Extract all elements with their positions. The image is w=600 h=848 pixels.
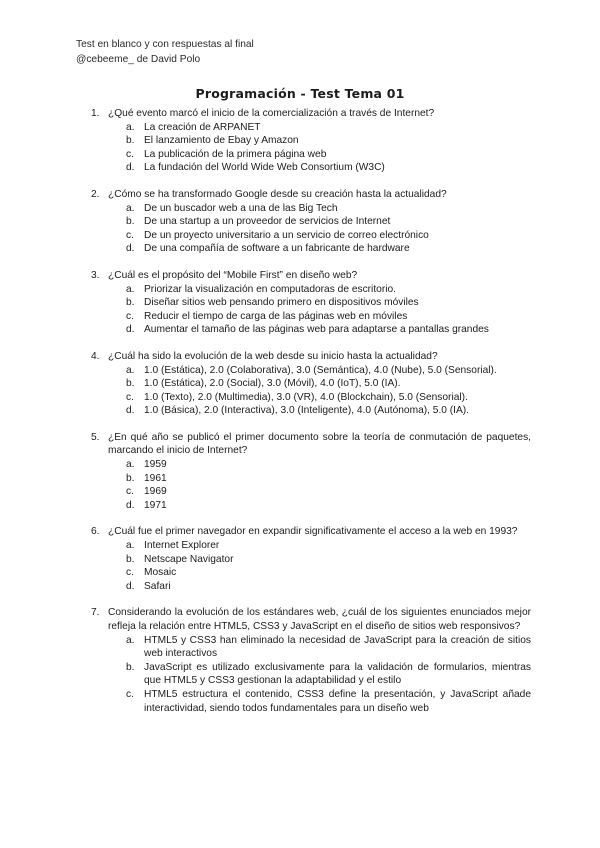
- question-row: [91, 269, 531, 283]
- option-text: 1.0 (Estática), 2.0 (Social), 3.0 (Móvil), 4.0 (IoT), 5.0 (IA).: [144, 378, 401, 390]
- question-row: [91, 350, 531, 364]
- question-number: 4.: [91, 350, 100, 362]
- option-text: Safari: [144, 580, 171, 592]
- option-list: [126, 539, 531, 593]
- document-header: [76, 37, 254, 67]
- header-line-2: @cebeeme_ de David Polo: [76, 54, 201, 65]
- answer-option: [126, 121, 531, 135]
- option-text: 1959: [144, 459, 167, 471]
- answer-option: [126, 499, 531, 513]
- option-text: Internet Explorer: [144, 540, 220, 552]
- answer-option: [126, 323, 531, 337]
- question-row: [91, 431, 531, 458]
- option-letter: a.: [126, 121, 135, 133]
- option-text: Netscape Navigator: [144, 553, 234, 565]
- option-text: 1.0 (Texto), 2.0 (Multimedia), 3.0 (VR), 4.0 (Blockchain), 5.0 (Sensorial).: [144, 391, 468, 403]
- answer-option: [126, 242, 531, 256]
- option-text: De un buscador web a una de las Big Tech: [144, 202, 338, 214]
- page-title: Programación - Test Tema 01: [195, 86, 405, 101]
- answer-option: [126, 148, 531, 162]
- answer-option: [126, 161, 531, 175]
- answer-option: [126, 553, 531, 567]
- option-letter: d.: [126, 324, 135, 336]
- answer-option: [126, 215, 531, 229]
- option-letter: b.: [126, 135, 135, 147]
- option-letter: a.: [126, 364, 135, 376]
- option-text: La creación de ARPANET: [144, 121, 261, 133]
- question-row: [91, 188, 531, 202]
- question-item: [91, 525, 531, 593]
- option-letter: d.: [126, 405, 135, 417]
- option-list: [126, 458, 531, 512]
- option-text: 1.0 (Básica), 2.0 (Interactiva), 3.0 (Inteligente), 4.0 (Autónoma), 5.0 (IA).: [144, 405, 470, 417]
- option-letter: d.: [126, 580, 135, 592]
- option-letter: b.: [126, 378, 135, 390]
- question-number: 3.: [91, 269, 100, 281]
- question-item: [91, 107, 531, 175]
- header-line-1: Test en blanco y con respuestas al final: [76, 39, 254, 50]
- question-number: 2.: [91, 188, 100, 200]
- option-letter: b.: [126, 472, 135, 484]
- option-letter: c.: [126, 310, 134, 322]
- option-text: HTML5 estructura el contenido, CSS3 define la presentación, y JavaScript añade interactividad, siendo todos fundamentales para un diseño web: [144, 688, 531, 714]
- question-item: [91, 188, 531, 256]
- answer-option: [126, 661, 531, 688]
- question-item: [91, 606, 531, 715]
- answer-option: [126, 134, 531, 148]
- option-text: Aumentar el tamaño de las páginas web para adaptarse a pantallas grandes: [144, 324, 489, 336]
- answer-option: [126, 472, 531, 486]
- option-letter: d.: [126, 243, 135, 255]
- option-text: Reducir el tiempo de carga de las páginas web en móviles: [144, 310, 408, 322]
- option-text: De una compañía de software a un fabricante de hardware: [144, 243, 410, 255]
- option-text: Mosaic: [144, 567, 177, 579]
- option-text: La fundación del World Wide Web Consortium (W3C): [144, 162, 385, 174]
- answer-option: [126, 404, 531, 418]
- option-text: De una startup a un proveedor de servicios de Internet: [144, 216, 391, 228]
- question-number: 5.: [91, 431, 100, 443]
- option-list: [126, 202, 531, 256]
- option-text: El lanzamiento de Ebay y Amazon: [144, 135, 299, 147]
- option-letter: c.: [126, 229, 134, 241]
- option-text: Priorizar la visualización en computadoras de escritorio.: [144, 283, 396, 295]
- option-text: 1.0 (Estática), 2.0 (Colaborativa), 3.0 (Semántica), 4.0 (Nube), 5.0 (Sensorial).: [144, 364, 497, 376]
- option-list: [126, 121, 531, 175]
- question-row: [91, 107, 531, 121]
- answer-option: [126, 310, 531, 324]
- option-letter: b.: [126, 661, 135, 673]
- answer-option: [126, 364, 531, 378]
- answer-option: [126, 634, 531, 661]
- question-item: [91, 431, 531, 513]
- answer-option: [126, 296, 531, 310]
- answer-option: [126, 391, 531, 405]
- option-letter: c.: [126, 486, 134, 498]
- answer-option: [126, 580, 531, 594]
- option-letter: d.: [126, 499, 135, 511]
- option-letter: b.: [126, 553, 135, 565]
- question-text: ¿Cuál ha sido la evolución de la web desde su inicio hasta la actualidad?: [108, 350, 438, 362]
- question-text: ¿Qué evento marcó el inicio de la comercialización a través de Internet?: [108, 108, 435, 119]
- question-text: ¿En qué año se publicó el primer documento sobre la teoría de conmutación de paquetes, marcando el inicio de Internet?: [108, 431, 531, 457]
- question-text: ¿Cuál fue el primer navegador en expandir significativamente el acceso a la web en 1993?: [108, 526, 518, 538]
- option-list: [126, 283, 531, 337]
- option-text: La publicación de la primera página web: [144, 148, 327, 160]
- answer-option: [126, 283, 531, 297]
- answer-option: [126, 229, 531, 243]
- answer-option: [126, 202, 531, 216]
- question-list: [91, 107, 531, 728]
- option-letter: c.: [126, 148, 134, 160]
- question-item: [91, 269, 531, 337]
- question-number: 1.: [91, 108, 100, 119]
- option-letter: a.: [126, 634, 135, 646]
- answer-option: [126, 688, 531, 715]
- question-text: ¿Cómo se ha transformado Google desde su creación hasta la actualidad?: [108, 188, 447, 200]
- question-row: [91, 606, 531, 633]
- option-letter: c.: [126, 688, 134, 700]
- answer-option: [126, 458, 531, 472]
- option-text: 1971: [144, 499, 167, 511]
- option-letter: a.: [126, 540, 135, 552]
- answer-option: [126, 539, 531, 553]
- question-text: ¿Cuál es el propósito del “Mobile First” en diseño web?: [108, 269, 358, 281]
- option-text: De un proyecto universitario a un servicio de correo electrónico: [144, 229, 429, 241]
- option-letter: c.: [126, 567, 134, 579]
- option-text: HTML5 y CSS3 han eliminado la necesidad de JavaScript para la creación de sitios web interactivos: [144, 634, 531, 660]
- answer-option: [126, 485, 531, 499]
- option-text: 1969: [144, 486, 167, 498]
- question-item: [91, 350, 531, 418]
- option-letter: b.: [126, 297, 135, 309]
- question-row: [91, 525, 531, 539]
- option-letter: a.: [126, 283, 135, 295]
- option-letter: b.: [126, 216, 135, 228]
- option-letter: d.: [126, 162, 135, 174]
- answer-option: [126, 566, 531, 580]
- option-list: [126, 364, 531, 418]
- option-text: 1961: [144, 472, 167, 484]
- answer-option: [126, 377, 531, 391]
- option-letter: a.: [126, 459, 135, 471]
- question-text: Considerando la evolución de los estándares web, ¿cuál de los siguientes enunciados mejor refleja la relación entre HTML5, CSS3 y JavaScript en el diseño de sitios web responsivos?: [108, 607, 531, 632]
- option-list: [126, 634, 531, 716]
- option-text: Diseñar sitios web pensando primero en dispositivos móviles: [144, 297, 419, 309]
- question-number: 7.: [91, 607, 100, 619]
- option-text: JavaScript es utilizado exclusivamente para la validación de formularios, mientras que HTML5 y CSS3 gestionan la adaptabilidad y el estilo: [144, 661, 531, 687]
- option-letter: a.: [126, 202, 135, 214]
- question-number: 6.: [91, 526, 100, 538]
- option-letter: c.: [126, 391, 134, 403]
